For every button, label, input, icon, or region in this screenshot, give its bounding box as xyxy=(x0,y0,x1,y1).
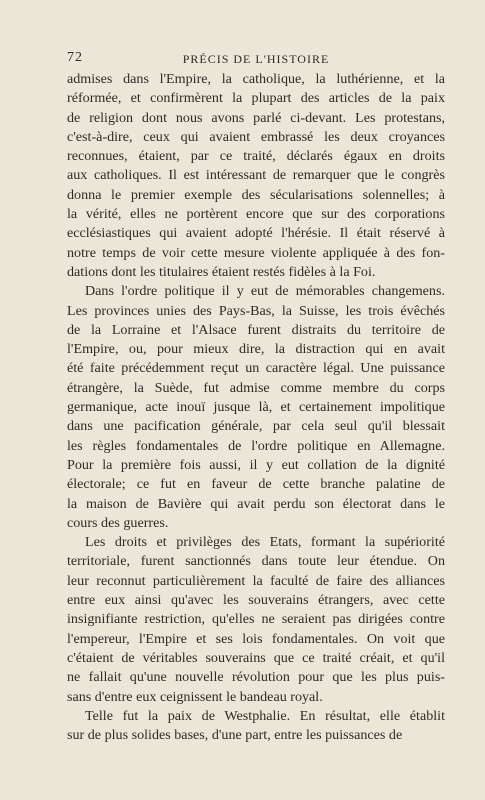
text-line: la vérité, elles ne portèrent encore que sur des corporations xyxy=(67,206,445,223)
text-line: entre eux ainsi qu'avec les souverains étrangers, avec cette xyxy=(67,592,445,609)
paragraph xyxy=(67,533,445,707)
text-line: donna le premier exemple des sécularisations solennelles; à xyxy=(67,186,445,203)
text-line: dations dont les titulaires étaient restés fidèles à la Foi. xyxy=(67,263,376,280)
text-line: étrangère, la Suède, fut admise comme membre du corps xyxy=(67,379,445,396)
text-line: notre temps de voir cette mesure violente appliquée à des fon- xyxy=(67,244,445,261)
text-line: Dans l'ordre politique il y eut de mémorables changemens. xyxy=(85,283,445,300)
text-line: Pour la première fois aussi, il y eut collation de la dignité xyxy=(67,456,445,473)
paragraph xyxy=(67,707,445,746)
text-line: cours des guerres. xyxy=(67,514,169,531)
running-header xyxy=(67,50,445,68)
text-line: de la Lorraine et l'Alsace furent distraits du territoire de xyxy=(67,321,445,338)
text-line: admises dans l'Empire, la catholique, la luthérienne, et la xyxy=(67,71,445,87)
text-line: leur reconnut particulièrement la faculté de faire des alliances xyxy=(67,572,445,589)
text-line: c'étaient de véritables souverains que ce traité créait, et qu'il xyxy=(67,649,445,666)
text-line: Les droits et privilèges des Etats, formant la supériorité xyxy=(85,534,445,551)
text-line: aux catholiques. Il est intéressant de remarquer que le congrès xyxy=(67,167,445,184)
text-line: reconnues, étaient, par ce traité, déclarés égaux en droits xyxy=(67,148,445,165)
paragraph xyxy=(67,70,445,282)
page-number: 72 xyxy=(67,50,83,65)
text-line: l'empereur, l'Empire et ses lois fondamentales. On voit que xyxy=(67,630,445,647)
text-line: ecclésiastiques qui avaient adopté l'hérésie. Il était réservé à xyxy=(67,225,445,242)
text-line: germanique, acte inouï jusque là, et certainement impolitique xyxy=(67,399,445,416)
text-line: territoriale, furent sanctionnés dans toute leur étendue. On xyxy=(67,553,445,570)
text-line: les règles fondamentales de l'ordre politique en Allemagne. xyxy=(67,437,445,454)
text-line: c'est-à-dire, ceux qui avaient embrassé les deux croyances xyxy=(67,128,445,145)
text-line: de religion dont nous avons parlé ci-devant. Les protestans, xyxy=(67,109,445,126)
text-line: la maison de Bavière qui avait perdu son électorat dans le xyxy=(67,495,445,512)
body-text xyxy=(67,70,445,745)
text-line: électorale; ce fut en faveur de cette branche palatine de xyxy=(67,476,445,493)
text-line: insignifiante restriction, qu'elles ne seraient pas dirigées contre xyxy=(67,611,445,628)
running-title: PRÉCIS DE L'HISTOIRE xyxy=(182,52,330,66)
text-line: Les provinces unies des Pays-Bas, la Suisse, les trois évêchés xyxy=(67,302,445,319)
text-line: sans d'entre eux ceignissent le bandeau royal. xyxy=(67,688,323,705)
text-line: été faite précédemment reçut un caractère légal. Une puissance xyxy=(67,360,445,377)
text-line: dans une pacification générale, par cela seul qu'il blessait xyxy=(67,418,445,435)
text-line: Telle fut la paix de Westphalie. En résultat, elle établit xyxy=(85,707,445,724)
text-line: l'Empire, ou, pour mieux dire, la distraction qui en avait xyxy=(67,341,445,358)
text-line: réformée, et confirmèrent la plupart des articles de la paix xyxy=(67,90,445,107)
paragraph xyxy=(67,282,445,533)
text-line: sur de plus solides bases, d'une part, entre les puissances de xyxy=(67,727,403,744)
text-line: ne fallait qu'une nouvelle révolution pour que les plus puis- xyxy=(67,669,445,686)
